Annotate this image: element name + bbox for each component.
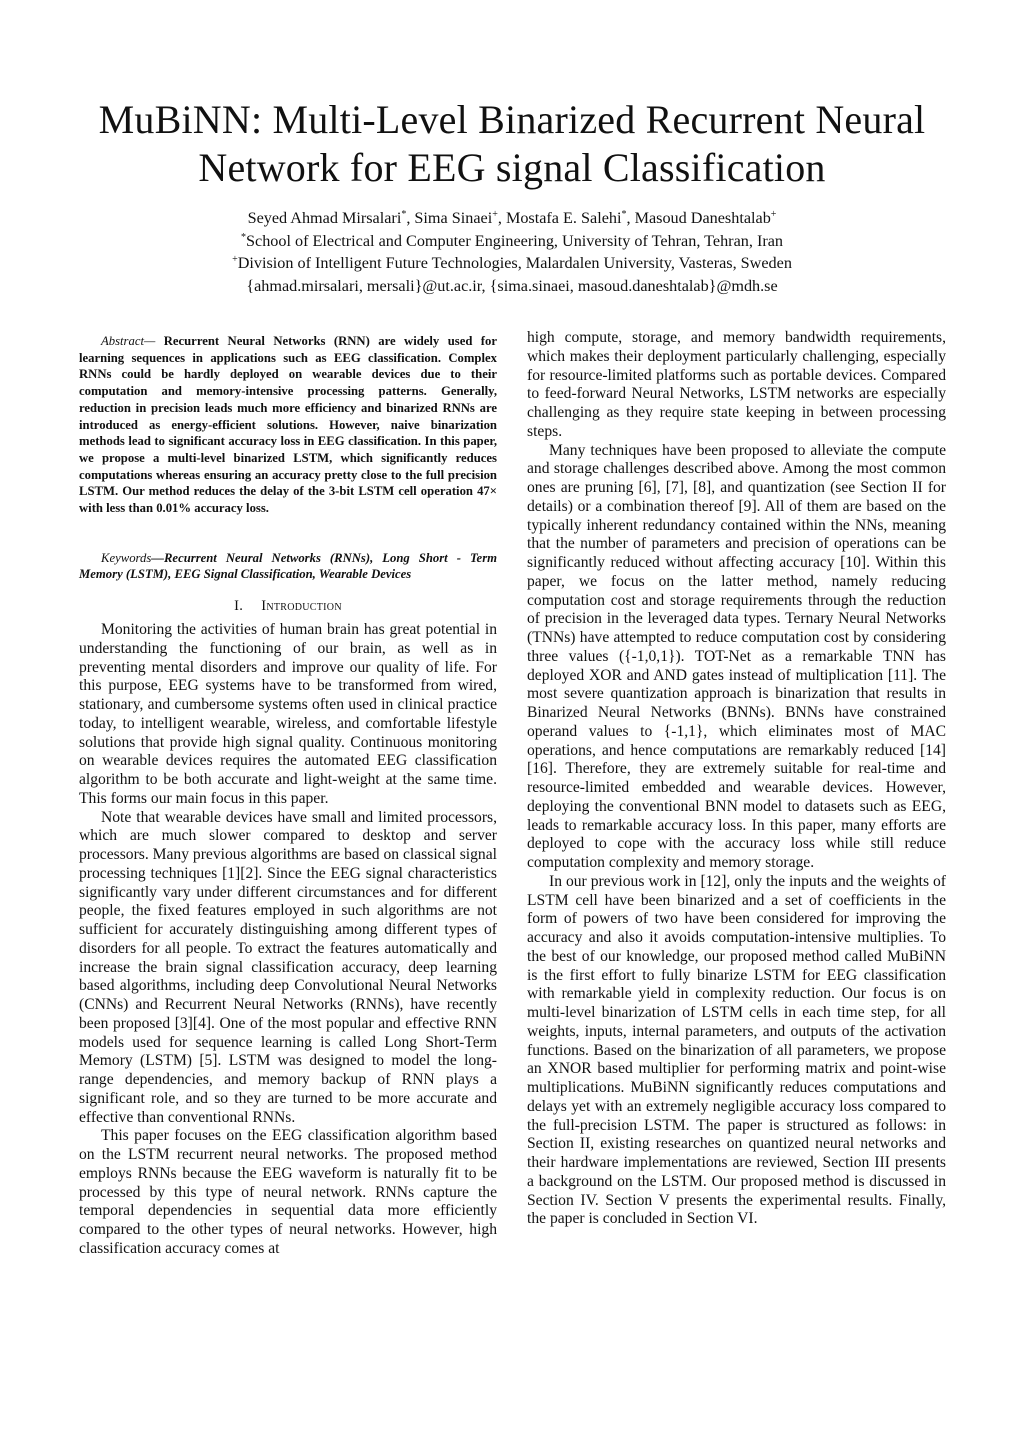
abstract-label: Abstract [101, 334, 144, 348]
author-names [80, 207, 944, 230]
right-column [527, 329, 946, 1229]
body-paragraph: Note that wearable devices have small and limited processors, which are much slower compared to desktop and server processors. Many previous algorithms are based on classical signal processing techniques [1][2]. Since the EEG signal characteristics significantly vary under different circumstances and for different people, the fixed features employed in such algorithms are not sufficient for accurately distinguishing among different types of disorders for all people. To extract the features automatically and increase the brain signal classification accuracy, deep learning based algorithms, including deep Convolutional Neural Networks (CNNs) and Recurrent Neural Networks (RNNs), have recently been proposed [3][4]. One of the most popular and effective RNN models used for sequence learning is called Long Short-Term Memory (LSTM) [5]. LSTM was designed to model the long-range dependencies, and memory backup of RNN plays a significant role, and so they are turned to be more accurate and effective than conventional RNNs. [79, 808, 497, 1126]
author-name: , Masoud Daneshtalab [626, 209, 771, 227]
abstract-dash: — [144, 334, 164, 348]
author-name: Seyed Ahmad Mirsalari [247, 209, 402, 227]
affiliation-mark: * [621, 209, 627, 220]
section-title: Introduction [261, 598, 342, 615]
keywords-text: Recurrent Neural Networks (RNNs), Long Short - Term Memory (LSTM), EEG Signal Classification, Wearable Devices [79, 550, 497, 582]
author-emails: {ahmad.mirsalari, mersali}@ut.ac.ir, {sima.sinaei, masoud.daneshtalab}@mdh.se [246, 276, 778, 295]
body-paragraph: This paper focuses on the EEG classification algorithm based on the LSTM recurrent neural networks. The proposed method employs RNNs because the EEG waveform is naturally fit to be processed by this type of neural network. RNNs capture the temporal dependencies in sequential data more efficiently compared to the other types of neural networks. However, high classification accuracy comes at [79, 1127, 497, 1257]
affiliation-mark: + [492, 209, 498, 220]
section-heading [79, 597, 497, 615]
author-name: , Mostafa E. Salehi [497, 209, 622, 227]
body-paragraph: high compute, storage, and memory bandwidth requirements, which makes their deployment particularly challenging, especially for resource-limited platforms such as portable devices. Compared to feed-forward Neural Networks, LSTM networks are especially challenging as they require state keeping in between processing steps. [527, 329, 946, 440]
author-block [80, 207, 944, 297]
left-column [79, 329, 497, 1259]
keywords-dash: — [151, 550, 164, 565]
paper-title [60, 96, 964, 192]
affiliation-2 [80, 252, 944, 275]
abstract-text: Recurrent Neural Networks (RNN) are widely used for learning sequences in applications such as EEG classification. Complex RNNs could be hardly deployed on wearable devices due to their computation and memory-intensive processing patterns. Generally, reduction in precision leads much more efficiency and binarized RNNs are introduced as energy-efficient solutions. However, naive binarization methods lead to significant accuracy loss in EEG classification. In this paper, we propose a multi-level binarized LSTM, which significantly reduces computations whereas ensuring an accuracy pretty close to the full precision LSTM. Our method reduces the delay of the 3-bit LSTM cell operation 47× with less than 0.01% accuracy loss. [79, 334, 497, 516]
abstract [79, 333, 497, 517]
body-paragraph: In our previous work in [12], only the inputs and the weights of LSTM cell have been binarized and a set of coefficients in the form of powers of two have been considered for improving the accuracy and also it avoids computation-intensive multiplies. To the best of our knowledge, our proposed method called MuBiNN is the first effort to fully binarize LSTM for EEG classification with remarkable yield in complexity reduction. Our focus is on multi-level binarization of LSTM cells in each time step, for all weights, inputs, internal parameters, and outputs of the activation functions. Based on the binarization of all parameters, we propose an XNOR based multiplier for performing matrix and point-wise multiplications. MuBiNN significantly reduces computations and delays yet with an extremely negligible accuracy loss compared to the full-precision LSTM. The paper is structured as follows: in Section II, existing researches on quantized neural networks and their hardware implementations are reviewed, Section III presents a background on the LSTM. Our proposed method is discussed in Section IV. Section V presents the experimental results. Finally, the paper is concluded in Section VI. [527, 872, 946, 1228]
affiliation-mark: + [232, 254, 238, 265]
affiliation-mark: * [401, 209, 407, 220]
body-paragraph: Monitoring the activities of human brain has great potential in understanding the functioning of our brain, as well as in preventing mental disorders and improve our quality of life. For this purpose, EEG systems have to be transformed from wired, stationary, and cumbersome systems often used in clinical practice today, to intelligent wearable, wireless, and comfortable lifestyle solutions that provide high signal quality. Continuous monitoring on wearable devices requires the automated EEG classification algorithm to be both accurate and light-weight at the same time. This forms our main focus in this paper. [79, 621, 497, 807]
affiliation-text: School of Electrical and Computer Engineering, University of Tehran, Tehran, Iran [246, 231, 783, 250]
keywords-label: Keywords [101, 550, 152, 565]
affiliation-mark: + [770, 209, 777, 220]
section-number: I. [234, 598, 244, 615]
body-paragraph: Many techniques have been proposed to alleviate the compute and storage challenges described above. Among the most common ones are pruning [6], [7], [8], and quantization (see Section II for details) or a combination thereof [9]. All of them are based on the typically inherent redundancy contained within the NNs, meaning that the number of parameters and precision of operations can be significantly reduced without affecting accuracy [10]. Within this paper, we focus on the latter method, namely reducing computation cost and storage requirements through the reduction of precision in the leveraged data types. Ternary Neural Networks (TNNs) have attempted to reduce computation cost by considering three values ({-1,0,1}). TOT-Net as a remarkable TNN has deployed XOR and AND gates instead of multiplication [11]. The most severe quantization approach is binarization that results in Binarized Neural Networks (BNNs). BNNs have constrained operand values to {-1,1}, which eliminates most of MAC operations, and hence computations are remarkably reduced [14][16]. Therefore, they are extremely suitable for real-time and resource-limited embedded and wearable devices. However, deploying the conventional BNN model to datasets such as EEG, leads to remarkable accuracy loss. In this paper, many efforts are deployed to cope with the accuracy loss while still reduce computation complexity and memory storage. [527, 441, 946, 871]
affiliation-1 [80, 230, 944, 253]
author-name: , Sima Sinaei [406, 209, 493, 227]
title-line-2: Network for EEG signal Classification [198, 145, 826, 190]
keywords [79, 550, 497, 583]
title-line-1: MuBiNN: Multi-Level Binarized Recurrent Neural [98, 97, 926, 142]
affiliation-mark: * [241, 231, 246, 243]
affiliation-text: Division of Intelligent Future Technologies, Malardalen University, Vasteras, Sweden [237, 254, 792, 272]
